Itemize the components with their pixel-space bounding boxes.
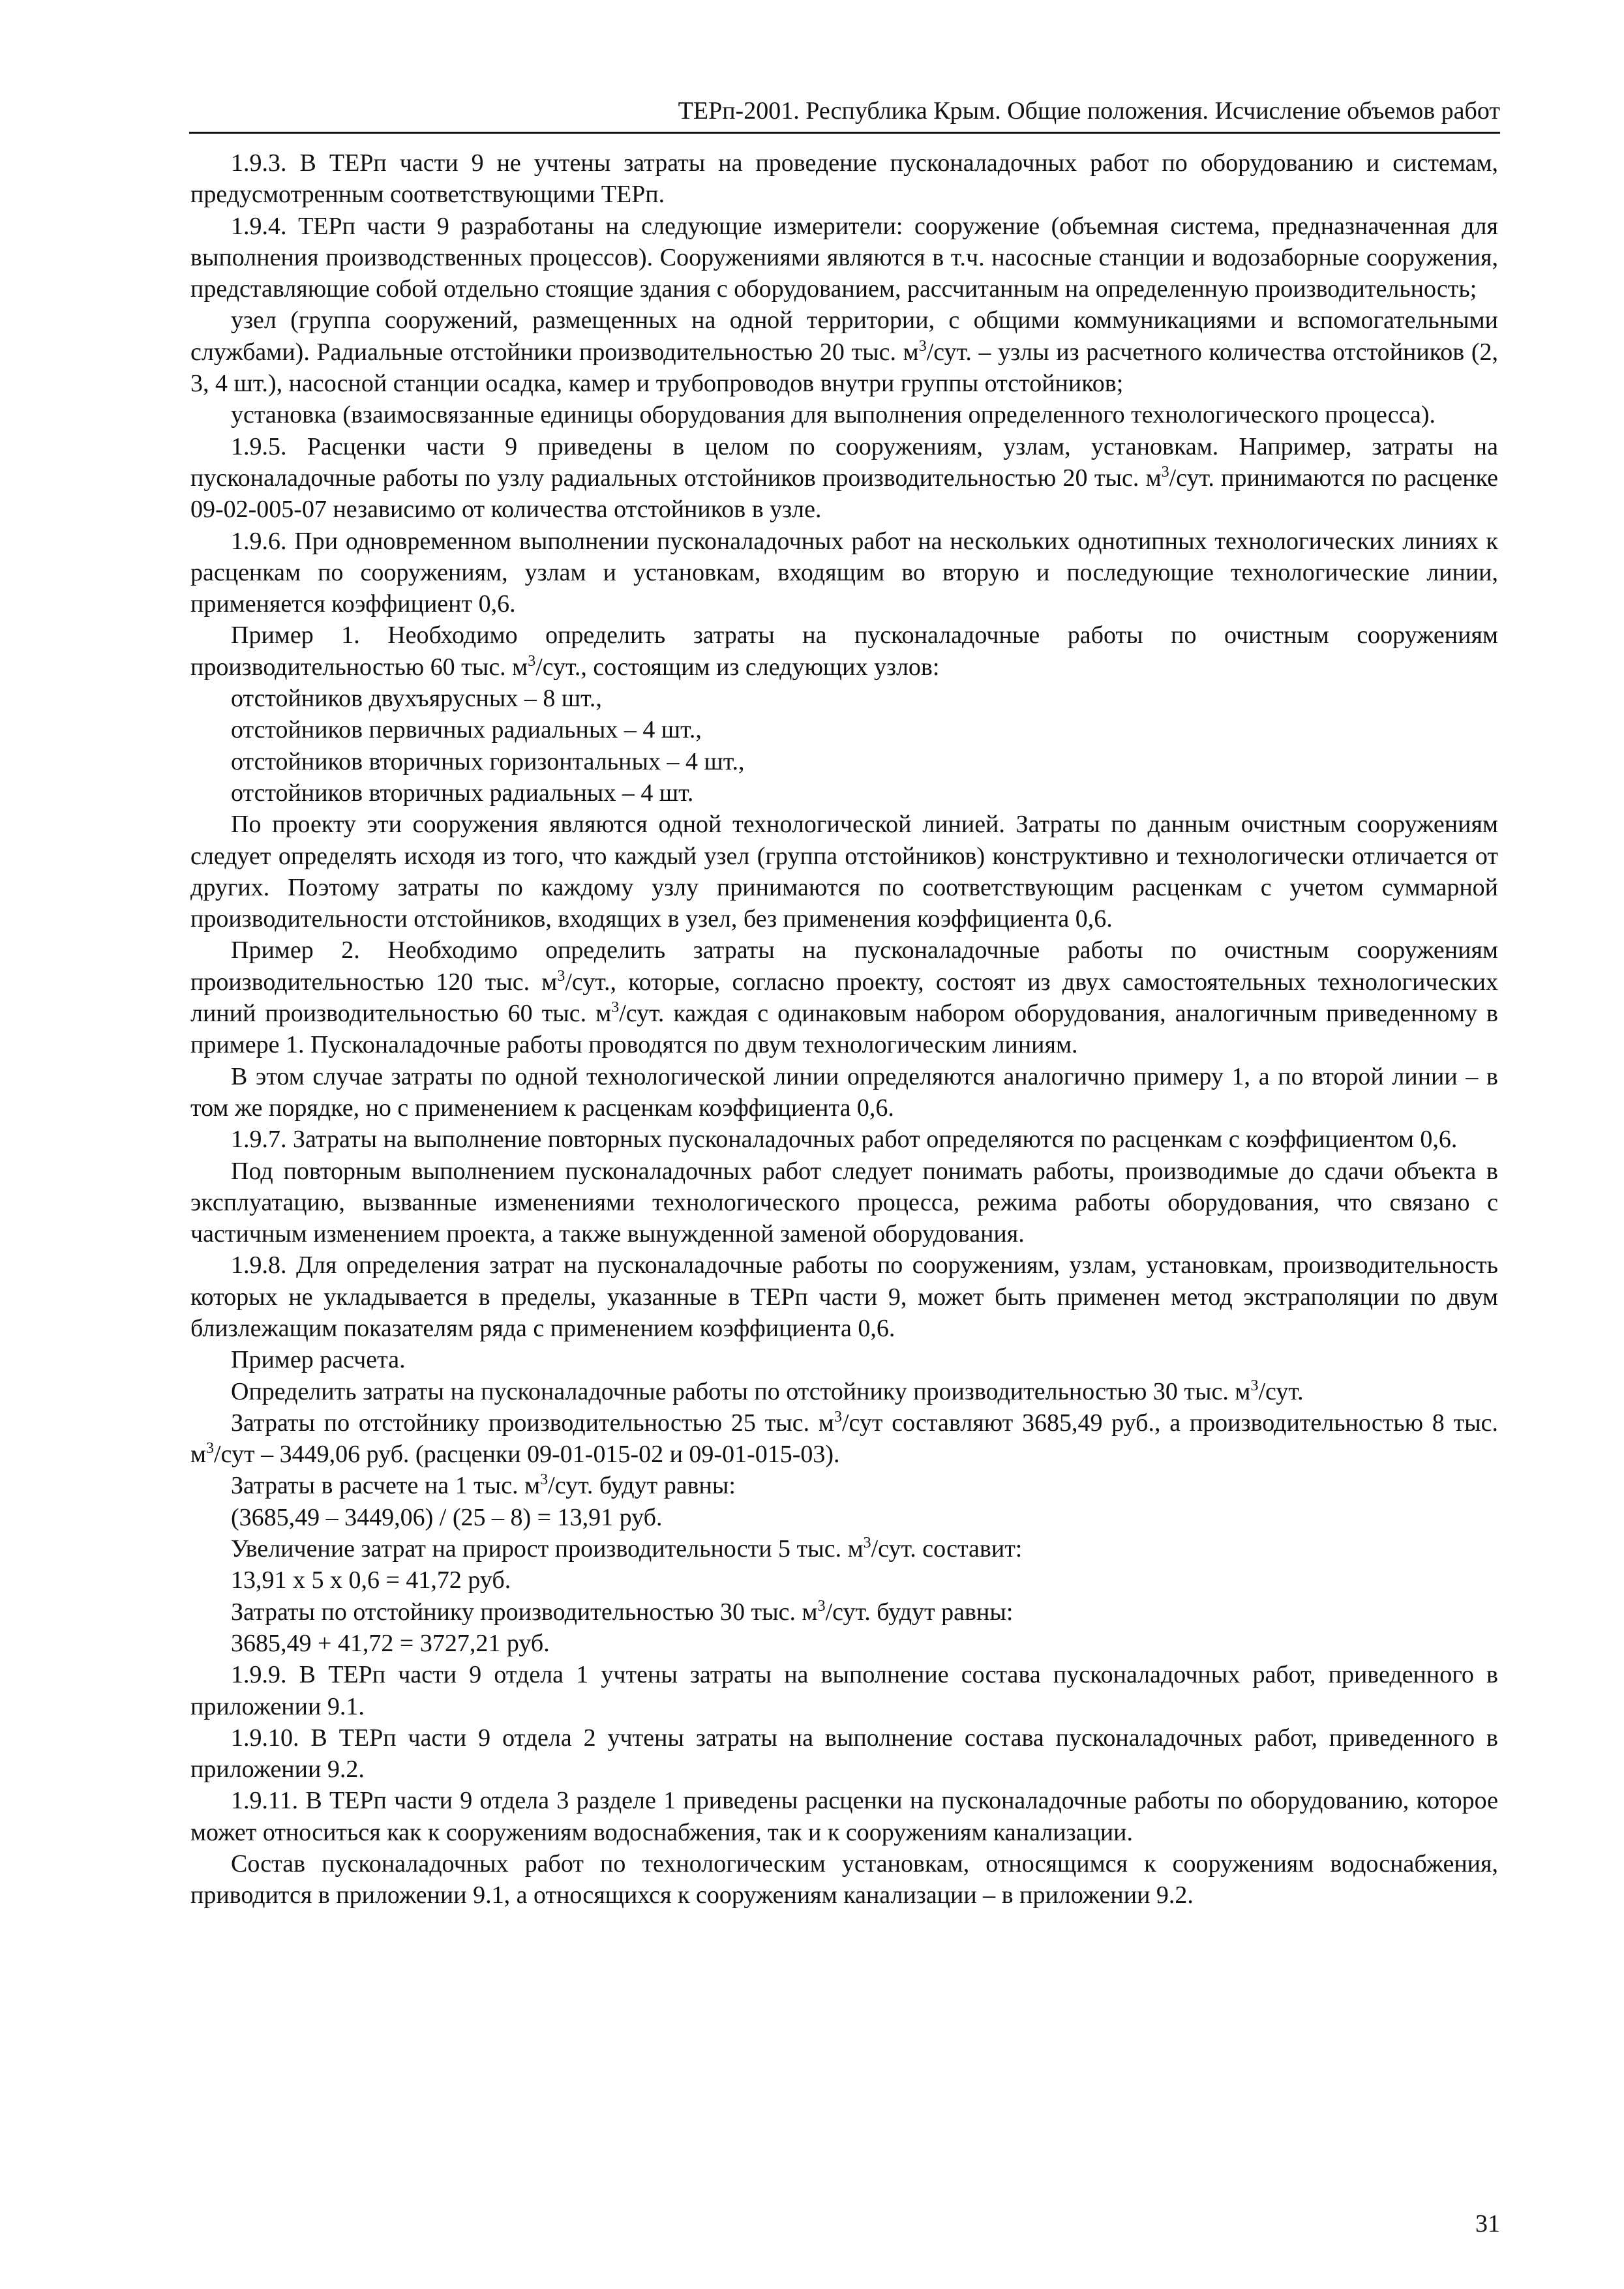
list-line: 3685,49 + 41,72 = 3727,21 руб. <box>231 1629 550 1657</box>
list-line: отстойников двухъярусных – 8 шт., <box>231 685 602 713</box>
list-line: Увеличение затрат на прирост производительности 5 тыс. $м^3$/сут. составит: <box>231 1534 1023 1563</box>
paragraph: 1.9.10. В ТЕРп части 9 отдела 2 учтены затраты на выполнение состава пусконаладочных работ, приведенного в приложении 9.2. <box>190 1724 1498 1784</box>
list-line: Пример расчета. <box>231 1346 406 1374</box>
header-divider <box>189 132 1500 134</box>
paragraph: 1.9.5. Расценки части 9 приведены в целом по сооружениям, узлам, установкам. Например, затраты на пусконаладочные работы по узлу радиальных отстойников производительностью 20 тыс. $м^3$/сут. принимаются по расценке 09-02-005-07 независимо от количества отстойников в узле. <box>190 432 1498 524</box>
paragraph: 1.9.11. В ТЕРп части 9 отдела 3 разделе 1 приведены расценки на пусконаладочные работы по оборудованию, которое может относиться как к сооружениям водоснабжения, так и к сооружениям канализации. <box>190 1787 1498 1846</box>
list-line: отстойников вторичных радиальных – 4 шт. <box>231 779 694 807</box>
paragraph: 1.9.7. Затраты на выполнение повторных пусконаладочных работ определяются по расценкам с коэффициентом 0,6. <box>231 1126 1458 1154</box>
paragraph: В этом случае затраты по одной технологической линии определяются аналогично примеру 1, а по второй линии – в том же порядке, но с применением к расценкам коэффициента 0,6. <box>190 1062 1498 1122</box>
paragraph: Под повторным выполнением пусконаладочных работ следует понимать работы, производимые до сдачи объекта в эксплуатацию, вызванные изменениями технологического процесса, режима работы оборудования, что связано с частичным изменением проекта, а также вынужденной заменой оборудования. <box>190 1157 1498 1248</box>
paragraph: установка (взаимосвязанные единицы оборудования для выполнения определенного технологического процесса). <box>231 401 1436 429</box>
paragraph: 1.9.3. В ТЕРп части 9 не учтены затраты на проведение пусконаладочных работ по оборудованию и системам, предусмотренным соответствующими ТЕРп. <box>190 149 1498 209</box>
list-line: отстойников вторичных горизонтальных – 4 шт., <box>231 747 745 775</box>
body-text <box>190 147 1498 1911</box>
list-line: Определить затраты на пусконаладочные работы по отстойнику производительностью 30 тыс. $м^3$/сут. <box>231 1377 1304 1405</box>
running-header: ТЕРп-2001. Республика Крым. Общие положения. Исчисление объемов работ <box>678 97 1500 125</box>
paragraph: 1.9.8. Для определения затрат на пусконаладочные работы по сооружениям, узлам, установкам, производительность которых не укладывается в пределы, указанные в ТЕРп части 9, может быть применен метод экстраполяции по двум близлежащим показателям ряда с применением коэффициента 0,6. <box>190 1251 1498 1342</box>
paragraph: Пример 1. Необходимо определить затраты на пусконаладочные работы по очистным сооружениям производительностью 60 тыс. $м^3$/сут., состоящим из следующих узлов: <box>190 621 1498 681</box>
paragraph: Пример 2. Необходимо определить затраты на пусконаладочные работы по очистным сооружениям производительностью 120 тыс. $м^3$/сут., которые, согласно проекту, состоят из двух самостоятельных технологических линий производительностью 60 тыс. $м^3$/сут. каждая с одинаковым набором оборудования, аналогичным приведенному в примере 1. Пусконаладочные работы проводятся по двум технологическим линиям. <box>190 936 1498 1059</box>
list-line: Затраты в расчете на 1 тыс. $м^3$/сут. будут равны: <box>231 1471 736 1500</box>
list-line: 13,91 х 5 х 0,6 = 41,72 руб. <box>231 1566 511 1594</box>
paragraph: 1.9.4. ТЕРп части 9 разработаны на следующие измерители: сооружение (объемная система, предназначенная для выполнения производственных процессов). Сооружениями являются в т.ч. насосные станции и водозаборные сооружения, представляющие собой отдельно стоящие здания с оборудованием, рассчитанным на определенную производительность; <box>190 212 1498 303</box>
list-line: Затраты по отстойнику производительностью 30 тыс. $м^3$/сут. будут равны: <box>231 1597 1014 1626</box>
paragraph: 1.9.6. При одновременном выполнении пусконаладочных работ на нескольких однотипных технологических линиях к расценкам по сооружениям, узлам и установкам, входящим во вторую и последующие технологические линии, применяется коэффициент 0,6. <box>190 527 1498 618</box>
list-line: отстойников первичных радиальных – 4 шт., <box>231 716 702 744</box>
paragraph: Состав пусконаладочных работ по технологическим установкам, относящимся к сооружениям водоснабжения, приводится в приложении 9.1, а относящихся к сооружениям канализации – в приложении 9.2. <box>190 1850 1498 1909</box>
paragraph: По проекту эти сооружения являются одной технологической линией. Затраты по данным очистным сооружениям следует определять исходя из того, что каждый узел (группа отстойников) конструктивно и технологически отличается от других. Поэтому затраты по каждому узлу принимаются по соответствующим расценкам с учетом суммарной производительности отстойников, входящих в узел, без применения коэффициента 0,6. <box>190 811 1498 933</box>
page-number: 31 <box>1475 2210 1500 2237</box>
paragraph: узел (группа сооружений, размещенных на одной территории, с общими коммуникациями и вспомогательными службами). Радиальные отстойники производительностью 20 тыс. $м^3$/сут. – узлы из расчетного количества отстойников (2, 3, 4 шт.), насосной станции осадка, камер и трубопроводов внутри группы отстойников; <box>190 307 1498 398</box>
paragraph: Затраты по отстойнику производительностью 25 тыс. $м^3$/сут составляют 3685,49 руб., а производительностью 8 тыс. $м^3$/сут – 3449,06 руб. (расценки 09-01-015-02 и 09-01-015-03). <box>190 1408 1498 1469</box>
paragraph: 1.9.9. В ТЕРп части 9 отдела 1 учтены затраты на выполнение состава пусконаладочных работ, приведенного в приложении 9.1. <box>190 1661 1498 1720</box>
list-line: (3685,49 – 3449,06) / (25 – 8) = 13,91 руб. <box>231 1503 663 1531</box>
